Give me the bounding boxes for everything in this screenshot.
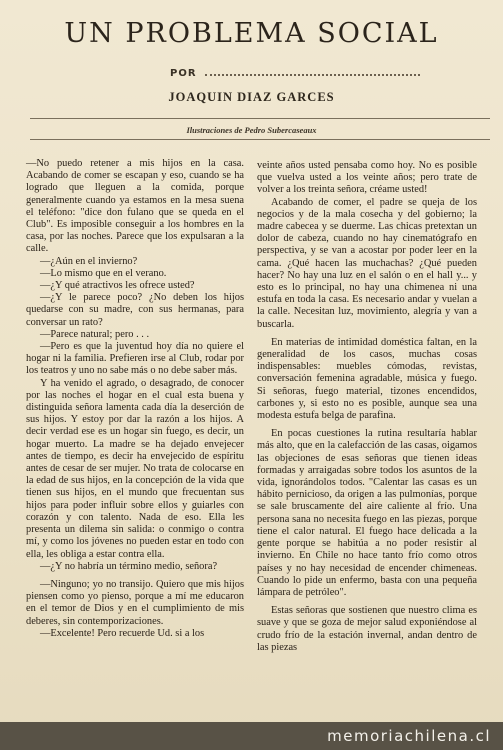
paragraph: —¿Aún en el invierno?	[40, 255, 138, 267]
paragraph: —No puedo retener a mis hijos en la casa. Acabando de comer se escapan y eso, cuando se ha logrado que lleguen a la comida, porque generalmente cuando ya estamos en la mesa suena el teléfono: "dice don fulano que se queda en el Club". Es imposible conseguir a los hombres en la casa, por las noches. Parece que los expulsaran a la calle.	[26, 158, 244, 255]
illustration-credit: Ilustraciones de Pedro Subercaseaux	[186, 125, 317, 135]
paragraph: Y ha venido el agrado, o desagrado, de conocer por las noches el hogar en el cual esta buena y distinguida señora lamenta cada día la deserción de sus hijos. Y estoy por dar la razón a los hijos. A decir verdad ese es un hogar sin fuego, es decir, un hogar muerto. La madre se ha dejado envejecer antes de tiempo, es decir ha envejecido de espíritu antes de cesar de ser mujer. No trata de colocarse en la edad de sus hijos, en la concepción de la vida que tienen sus hijos, en el mundo que frecuentan sus hijos para poder influir sobre ellos y guiarles con corazón y con talento. Nada de eso. Ella les presenta un dilema sin salida: o conmigo o contra mí, y como los jóvenes no pueden estar en todo con ella, les obliga a estar contra ella.	[26, 377, 244, 560]
article-column-left	[26, 158, 244, 640]
paragraph: —Excelente! Pero recuerde Ud. si a los	[40, 627, 205, 639]
paragraph: —Ninguno; yo no transijo. Quiero que mis hijos piensen como yo pienso, porque a mí me educaron en el temor de Dios y en el cumplimiento de mis deberes, sin contemporizaciones.	[26, 578, 244, 627]
byline-label: POR	[170, 68, 197, 79]
paragraph: Estas señoras que sostienen que nuestro clima es suave y que se goza de mejor salud exponiéndose al crudo frío de la estación invernal, andan dentro de las piezas	[257, 605, 477, 653]
header-rule-top	[30, 118, 490, 119]
paragraph: veinte años usted pensaba como hoy. No es posible que vuelva usted a los veinte años; pero trate de volver a los treinta señora, créame usted!	[257, 160, 477, 196]
paragraph: —¿Y qué atractivos les ofrece usted?	[40, 280, 195, 292]
article-column-right	[257, 160, 477, 654]
paragraph: Acabando de comer, el padre se queja de los negocios y de la mala cosecha y del gobierno; la madre cabecea y se duerme. Las chicas pretextan un dolor de cabeza, cuando no hay cinematógrafo en perspectiva, y se van a acostar por poder leer en la cama. ¿Qué hacen las muchachas? ¿Qué pueden hacer? No hay una luz en el salón o en el hall y... y esto es lo principal, no hay una chimenea ni una estufa en toda la casa. Es necesario andar y vuelan a la calle. Necesitan luz, movimiento, alegría y van a buscarla.	[257, 196, 477, 330]
header-rule-bottom	[30, 139, 490, 140]
paragraph: —¿Y le parece poco? ¿No deben los hijos quedarse con su madre, con sus hermanas, para conversar un rato?	[26, 292, 244, 328]
paragraph: En pocas cuestiones la rutina resultaría hablar más alto, que en la calefacción de las casas, oigamos las objeciones de esas señoras que tienen ideas formadas y arraigadas sobre todos los asuntos de la vida, ignorándolos todos. "Calentar las casas es un hábito pernicioso, da origen a las pulmonías, porque se sale bruscamente del aire caliente al frío. Una persona sana no necesita fuego en las piezas, porque tiene el calor natural. El fuego hace delicada a la gente porque se habitúa a no poder resistir al invierno. En Chile no hace tanto frío como otros países y no hay necesidad de encender chimeneas. Cuando lo pide un enfermo, basta con una pequeña lámpara de petróleo".	[257, 428, 477, 598]
byline	[170, 68, 420, 79]
paragraph: —¿Y no habría un término medio, señora?	[40, 560, 218, 572]
paragraph: En materias de intimidad doméstica faltan, en la generalidad de los casos, muchas cosas indispensables: muebles cómodas, revistas, conversación femenina agradable, música y fuego. Si señoras, fuego material, tizones encendidos, carbones y, si esto no es posible, aunque sea una modesta estufa belga de parafina.	[257, 336, 477, 422]
source-watermark: memoriachilena.cl	[0, 722, 503, 750]
author-name: JOAQUIN DIAZ GARCES	[168, 90, 335, 104]
byline-dotted-rule	[205, 74, 420, 76]
paragraph: —Pero es que la juventud hoy día no quiere el hogar ni la familia. Prefieren irse al Club, rodar por los teatros y uno no sabe más o no debe saber más.	[26, 341, 244, 377]
article-title: UN PROBLEMA SOCIAL	[64, 18, 439, 49]
paragraph: —Parece natural; pero . . .	[40, 328, 150, 340]
paragraph: —Lo mismo que en el verano.	[40, 267, 167, 279]
